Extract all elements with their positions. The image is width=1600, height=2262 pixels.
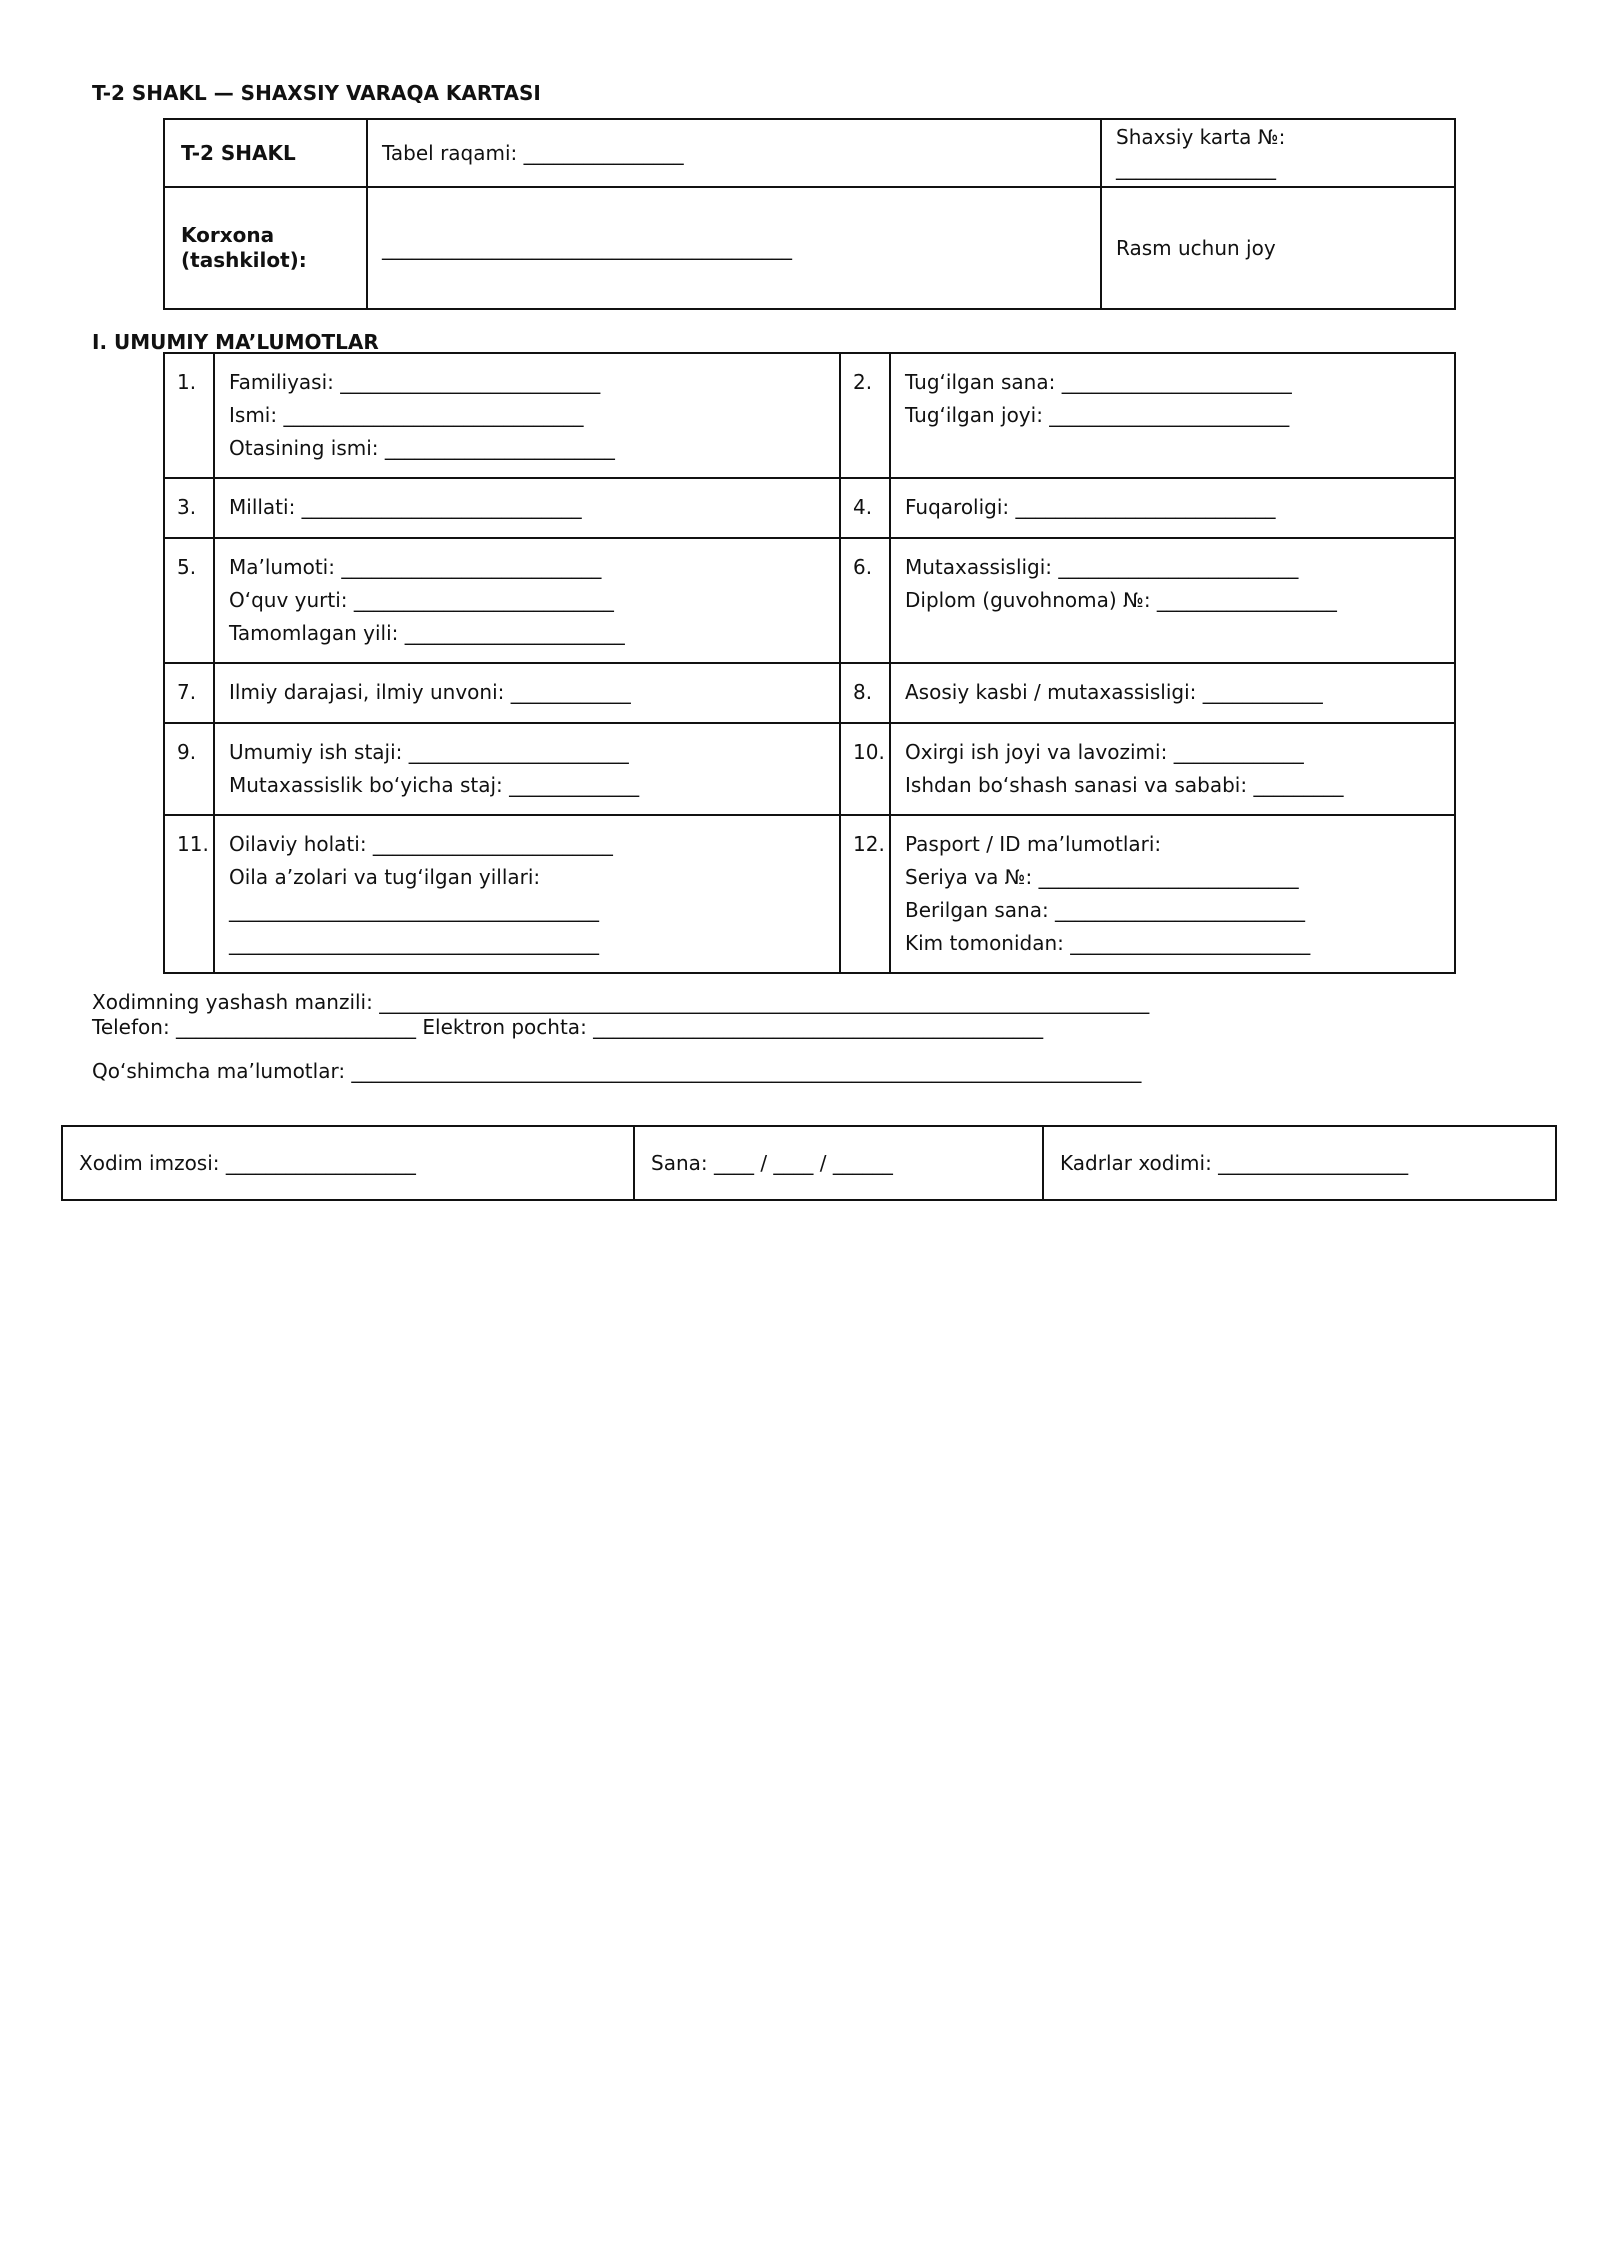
passport-issue-date-field[interactable]: Berilgan sana: _________________________ [905, 898, 1306, 922]
row-number: 1. [177, 370, 197, 394]
passport-label: Pasport / ID ma’lumotlari: [905, 832, 1162, 856]
family-members-field-2[interactable]: _____________________________________ [229, 931, 599, 955]
employee-signature-field[interactable]: Xodim imzosi: ___________________ [79, 1151, 416, 1175]
row-number: 11. [177, 832, 209, 856]
field-cell [890, 353, 1455, 478]
card-number-label: Shaxsiy karta №: [1116, 125, 1286, 149]
last-job-field[interactable]: Oxirgi ish joyi va lavozimi: _____________ [905, 740, 1304, 764]
row-number: 12. [853, 832, 885, 856]
field-cell [890, 815, 1455, 973]
date-cell [634, 1126, 1043, 1200]
diploma-number-field[interactable]: Diplom (guvohnoma) №: __________________ [905, 588, 1337, 612]
hr-officer-cell [1043, 1126, 1556, 1200]
row-number: 10. [853, 740, 885, 764]
citizenship-field[interactable]: Fuqaroligi: __________________________ [905, 495, 1276, 519]
row-number-cell [164, 353, 214, 478]
tabel-cell [367, 119, 1101, 187]
row-number: 3. [177, 495, 197, 519]
field-cell [214, 815, 840, 973]
row-number-cell [840, 815, 890, 973]
table-row [164, 538, 1455, 663]
row-number: 2. [853, 370, 873, 394]
photo-cell [1101, 187, 1455, 309]
photo-placeholder: Rasm uchun joy [1116, 236, 1276, 260]
field-cell [214, 723, 840, 815]
family-members-label: Oila a’zolari va tug‘ilgan yillari: [229, 865, 541, 889]
row-number-cell [840, 353, 890, 478]
general-info-table [163, 352, 1456, 974]
row-number: 9. [177, 740, 197, 764]
row-number-cell [840, 723, 890, 815]
field-cell [214, 353, 840, 478]
employee-signature-cell [62, 1126, 634, 1200]
table-row [164, 353, 1455, 478]
row-number: 4. [853, 495, 873, 519]
row-number-cell [164, 538, 214, 663]
org-label-cell [164, 187, 367, 309]
birth-place-field[interactable]: Tug‘ilgan joyi: ________________________ [905, 403, 1290, 427]
org-label-line2: (tashkilot): [181, 248, 307, 272]
field-cell [214, 478, 840, 538]
row-number-cell [164, 663, 214, 723]
table-row [164, 478, 1455, 538]
org-name-cell [367, 187, 1101, 309]
academic-degree-field[interactable]: Ilmiy darajasi, ilmiy unvoni: ____________ [229, 680, 631, 704]
extra-info-field[interactable]: Qo‘shimcha ma’lumotlar: _______________________________________________________________________________ [92, 1059, 1142, 1083]
nationality-field[interactable]: Millati: ____________________________ [229, 495, 582, 519]
section-title: I. UMUMIY MA’LUMOTLAR [92, 330, 379, 354]
dismissal-field[interactable]: Ishdan bo‘shash sanasi va sababi: _________ [905, 773, 1344, 797]
field-cell [214, 538, 840, 663]
header-table [163, 118, 1456, 310]
card-number-cell [1101, 119, 1455, 187]
main-profession-field[interactable]: Asosiy kasbi / mutaxassisligi: ____________ [905, 680, 1323, 704]
date-field[interactable]: Sana: ____ / ____ / ______ [651, 1151, 893, 1175]
field-cell [890, 663, 1455, 723]
hr-officer-field[interactable]: Kadrlar xodimi: ___________________ [1060, 1151, 1409, 1175]
row-number-cell [840, 663, 890, 723]
card-number-field[interactable]: ________________ [1116, 156, 1276, 180]
table-row [164, 815, 1455, 973]
row-number: 6. [853, 555, 873, 579]
row-number: 7. [177, 680, 197, 704]
passport-series-field[interactable]: Seriya va №: __________________________ [905, 865, 1299, 889]
surname-field[interactable]: Familiyasi: __________________________ [229, 370, 601, 394]
row-number-cell [164, 723, 214, 815]
signature-table [61, 1125, 1557, 1201]
tabel-number-field[interactable]: Tabel raqami: ________________ [382, 141, 684, 165]
field-cell [890, 538, 1455, 663]
form-label-cell [164, 119, 367, 187]
institution-field[interactable]: O‘quv yurti: __________________________ [229, 588, 614, 612]
field-cell [214, 663, 840, 723]
marital-status-field[interactable]: Oilaviy holati: ________________________ [229, 832, 613, 856]
org-name-field[interactable]: _________________________________________ [382, 236, 792, 260]
contact-field[interactable]: Telefon: ________________________ Elektron pochta: _____________________________________________ [92, 1015, 1044, 1039]
row-number-cell [164, 478, 214, 538]
org-label-line1: Korxona [181, 223, 275, 247]
row-number-cell [840, 538, 890, 663]
family-members-field-1[interactable]: _____________________________________ [229, 898, 599, 922]
table-row [164, 723, 1455, 815]
page-title: T-2 SHAKL — SHAXSIY VARAQA KARTASI [92, 81, 541, 105]
passport-issuer-field[interactable]: Kim tomonidan: ________________________ [905, 931, 1311, 955]
education-field[interactable]: Ma’lumoti: __________________________ [229, 555, 602, 579]
row-number-cell [840, 478, 890, 538]
row-number: 5. [177, 555, 197, 579]
field-cell [890, 723, 1455, 815]
specialty-experience-field[interactable]: Mutaxassislik bo‘yicha staj: _____________ [229, 773, 640, 797]
name-field[interactable]: Ismi: ______________________________ [229, 403, 584, 427]
graduation-year-field[interactable]: Tamomlagan yili: ______________________ [229, 621, 625, 645]
form-label: T-2 SHAKL [181, 141, 296, 165]
specialty-field[interactable]: Mutaxassisligi: ________________________ [905, 555, 1299, 579]
table-row [164, 663, 1455, 723]
patronymic-field[interactable]: Otasining ismi: _______________________ [229, 436, 615, 460]
row-number-cell [164, 815, 214, 973]
row-number: 8. [853, 680, 873, 704]
field-cell [890, 478, 1455, 538]
birth-date-field[interactable]: Tug‘ilgan sana: _______________________ [905, 370, 1292, 394]
total-experience-field[interactable]: Umumiy ish staji: ______________________ [229, 740, 629, 764]
address-field[interactable]: Xodimning yashash manzili: _____________________________________________________________________________ [92, 990, 1150, 1014]
